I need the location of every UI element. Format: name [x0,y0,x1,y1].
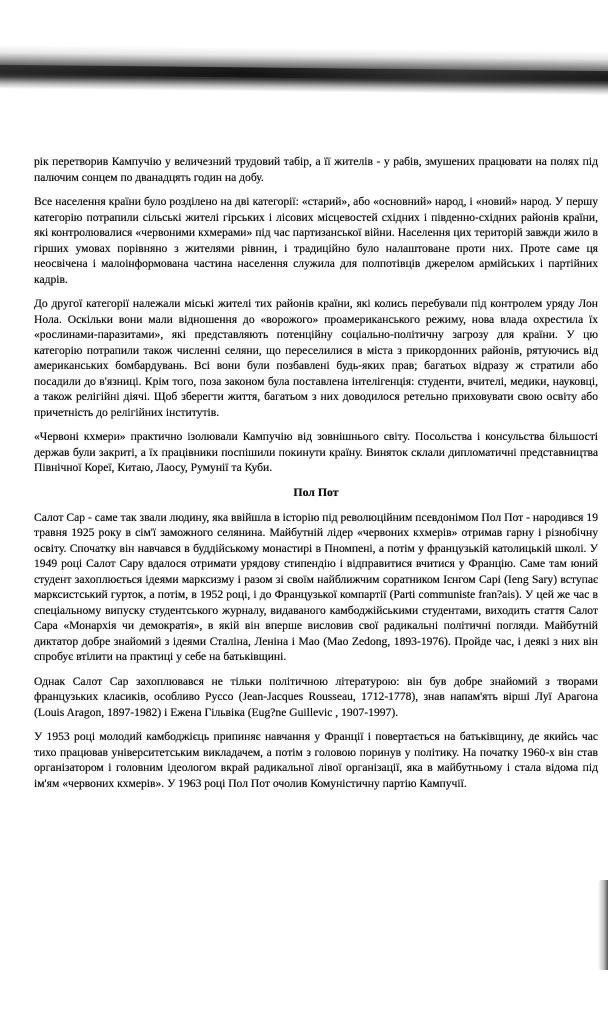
paragraph-3: До другої категорії належали міські жителі тих районів країни, які колись перебували під контролем уряду Лон Нола. Оскільки вони мали відношення до «ворожого» проамериканського режиму, нова влада охрестила їх «рослинами-паразитами», які представляють потенційну соціально-політичну загрозу для країни. У цю категорію потрапили також численні селяни, що переселилися в міста з прикордонних районів, рятуючись від американських бомбардувань. Всі вони були позбавлені будь-яких прав; багатьох відразу ж стратили або посадили до в'язниці. Крім того, поза законом була поставлена інтелігенція: студенти, вчителі, медики, науковці, а також релігійні діячі. Щоб зберегти життя, багатьом з них доводилося ретельно приховувати свою освіту або причетність до релігійних інститутів. [34,297,598,419]
document-body [34,154,598,800]
paragraph-2: Все населення країни було розділено на дві категорії: «старий», або «основний» народ, і «новий» народ. У першу категорію потрапили сільські жителі гірських і лісових місцевостей східних і південно-східних районів країни, які контролювалися «червоними кхмерами» під час партизанської війни. Населення цих територій завжди жило в гірших умовах порівняно з жителями рівнин, і традиційно було налаштоване проти них. Проте саме ця неосвічена і малоінформована частина населення служила для полпотівців джерелом армійських і партійних кадрів. [34,195,598,286]
paragraph-5: Салот Сар - саме так звали людину, яка ввійшла в історію під революційним псевдонімом Пол Пот - народився 19 травня 1925 року в сім'ї заможного селянина. Майбутній лідер «червоних кхмерів» отримав гарну і різнобічну освіту. Спочатку він навчався в буддійському монастирі в Пномпені, а потім у французькій католицькій школі. У 1949 році Салот Сару вдалося отримати урядову стипендію і відправитися вчитися у Францію. Саме там юний студент захоплюється ідеями марксизму і разом зі своїм найближчим соратником Ієнгом Сарі (Ieng Sary) вступає марксистський гурток, а потім, в 1952 році, і до Французької компартії (Parti communiste fran?ais). У цей же час в спеціальному випуску студентського журналу, видаваного камбоджійськими студентами, виходить стаття Салот Сара «Монархія чи демократія», в якій він вперше висловив свої радикальні політичні погляди. Майбутній диктатор добре знайомий з ідеями Сталіна, Леніна і Мао (Mao Zedong, 1893-1976). Пройде час, і деякі з них він спробує втілити на практиці у себе на батьківщині. [34,510,598,663]
scan-shadow-band [0,45,608,95]
paragraph-6: Однак Салот Сар захоплювався не тільки політичною літературою: він був добре знайомий з творами французьких класиків, особливо Руссо (Jean-Jacques Rousseau, 1712-1778), знав напам'ять вірші Луї Арагона (Louis Aragon, 1897-1982) і Ежена Гільвіка (Eug?ne Guillevic , 1907-1997). [34,674,598,719]
paragraph-4: «Червоні кхмери» практично ізолювали Кампучію від зовнішнього світу. Посольства і консульства більшості держав були закриті, а їх працівники поспішили покинути країну. Виняток склали дипломатичні представництва Північної Кореї, Китаю, Лаосу, Румунії та Куби. [34,430,598,474]
page-edge-shadow [598,880,608,970]
paragraph-1: рік перетворив Кампучію у величезний трудовий табір, а її жителів - у рабів, змушених працювати на полях під палючим сонцем по дванадцять годин на добу. [34,155,598,184]
section-heading: Пол Пот [293,484,339,499]
paragraph-7: У 1953 році молодий камбоджієць припиняє навчання у Франції і повертається на батьківщину, де якийсь час тихо працював університетським викладачем, а потім з головою поринув у політику. На початку 1960-х він став організатором і головним ідеологом вкрай радикальної лівої організації, яка в майбутньому і стала відома під ім'ям «червоних кхмерів». У 1963 році Пол Пот очолив Комуністичну партію Кампучії. [34,730,598,790]
